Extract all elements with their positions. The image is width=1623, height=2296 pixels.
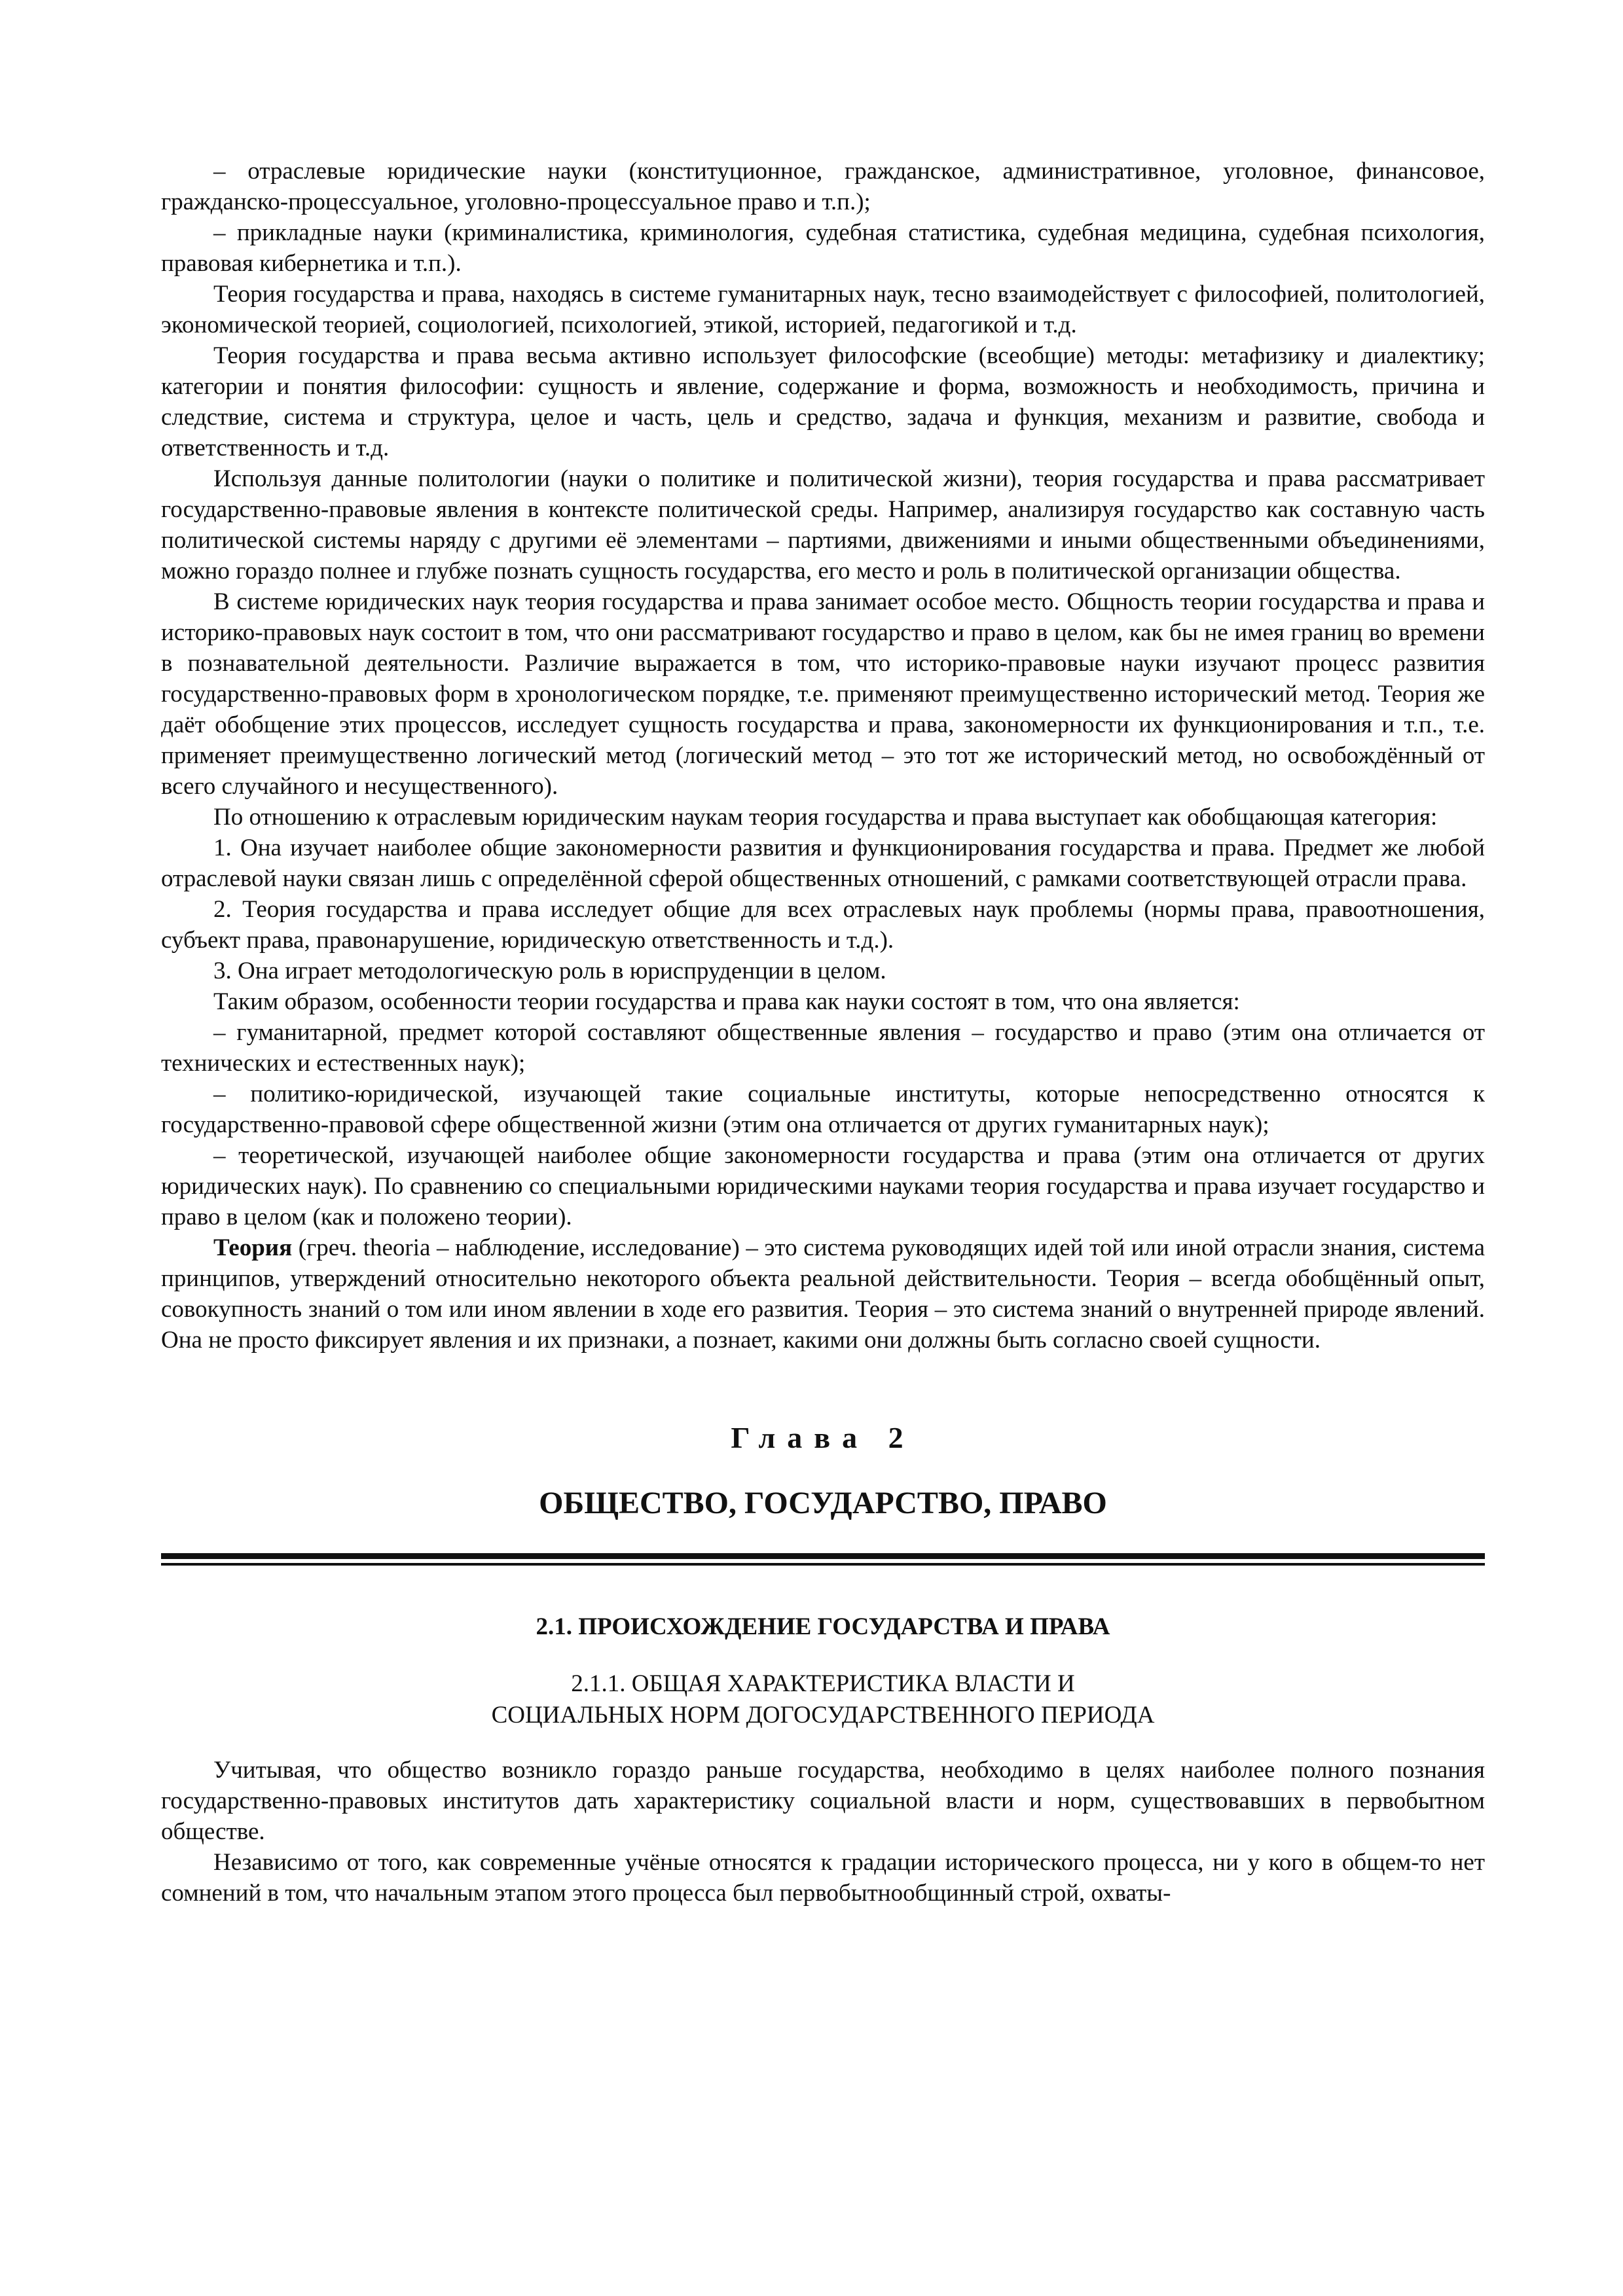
list-item: – политико-юридической, изучающей такие социальные институты, которые непосредственно относятся к государственно-правовой сфере общественной жизни (этим она отличается от других гуманитарных наук); bbox=[161, 1081, 1485, 1138]
paragraph: – отраслевые юридические науки (конституционное, гражданское, административное, уголовное, финансовое, гражданско-процессуальное, уголовно-процессуальное право и т.п.); bbox=[161, 158, 1485, 215]
subsection-title bbox=[161, 1668, 1485, 1731]
chapter-title: ОБЩЕСТВО, ГОСУДАРСТВО, ПРАВО bbox=[539, 1486, 1107, 1520]
paragraph: Используя данные политологии (науки о политике и политической жизни), теория государства и права рассматривает государственно-правовые явления в контексте политической среды. Например, анализируя государство как составную часть политической системы наряду с другими её элементами – партиями, движениями и иными общественными объединениями, можно гораздо полнее и глубже познать сущность государства, его место и роль в политической организации общества. bbox=[161, 465, 1485, 584]
numbered-item: 2. Теория государства и права исследует общие для всех отраслевых наук проблемы (нормы права, правоотношения, субъект права, правонарушение, юридическую ответственность и т.д.). bbox=[161, 896, 1485, 954]
body-bottom bbox=[161, 1755, 1485, 1909]
paragraph: Теория государства и права весьма активно использует философские (всеобщие) методы: метафизику и диалектику; категории и понятия философии: сущность и явление, содержание и форма, возможность и необходимость, причина и следствие, система и структура, целое и часть, цель и средство, задача и функция, механизм и развитие, свобода и ответственность и т.д. bbox=[161, 342, 1485, 461]
paragraph: Теория государства и права, находясь в системе гуманитарных наук, тесно взаимодействует с философией, политологией, экономической теорией, социологией, психологией, этикой, историей, педагогикой и т.д. bbox=[161, 281, 1485, 338]
list-item: – теоретической, изучающей наиболее общие закономерности государства и права (этим она отличается от других юридических наук). По сравнению со специальными юридическими науками теория государства и права изучает государство и право в целом (как и положено теории). bbox=[161, 1142, 1485, 1230]
paragraph: Учитывая, что общество возникло гораздо раньше государства, необходимо в целях наиболее полного познания государственно-правовых институтов дать характеристику социальной власти и норм, существовавших в первобытном обществе. bbox=[161, 1757, 1485, 1845]
rule-thin bbox=[161, 1563, 1485, 1566]
chapter-label: Глава 2 bbox=[731, 1421, 915, 1454]
chapter-heading bbox=[161, 1418, 1485, 1523]
document-page bbox=[161, 156, 1485, 1909]
theory-term: Теория bbox=[213, 1234, 293, 1261]
paragraph: В системе юридических наук теория государства и права занимает особое место. Общность теории государства и права и историко-правовых наук состоит в том, что они рассматривают государство и право в целом, как бы не имея границ во времени в познавательной деятельности. Различие выражается в том, что историко-правовые науки изучают процесс развития государственно-правовых форм в хронологическом порядке, т.е. применяют преимущественно исторический метод. Теория же даёт обобщение этих процессов, исследует сущность государства и права, закономерности их функционирования и т.п., т.е. применяет преимущественно логический метод (логический метод – это тот же исторический метод, но освобождённый от всего случайного и несущественного). bbox=[161, 588, 1485, 800]
list-item: – гуманитарной, предмет которой составляют общественные явления – государство и право (этим она отличается от технических и естественных наук); bbox=[161, 1019, 1485, 1077]
paragraph: Независимо от того, как современные учёные относятся к градации исторического процесса, ни у кого в общем-то нет сомнений в том, что начальным этапом этого процесса был первобытнообщинный строй, охваты- bbox=[161, 1849, 1485, 1907]
rule-thick bbox=[161, 1553, 1485, 1559]
numbered-item: 3. Она играет методологическую роль в юриспруденции в целом. bbox=[213, 958, 886, 984]
paragraph: – прикладные науки (криминалистика, криминология, судебная статистика, судебная медицина, судебная психология, правовая кибернетика и т.п.). bbox=[161, 219, 1485, 277]
subsection-title-line1: 2.1.1. ОБЩАЯ ХАРАКТЕРИСТИКА ВЛАСТИ И bbox=[571, 1670, 1075, 1697]
paragraph: По отношению к отраслевым юридическим наукам теория государства и права выступает как обобщающая категория: bbox=[213, 804, 1438, 831]
double-rule-divider bbox=[161, 1553, 1485, 1566]
theory-paragraph bbox=[161, 1232, 1485, 1355]
body-top bbox=[161, 156, 1485, 1355]
numbered-item: 1. Она изучает наиболее общие закономерности развития и функционирования государства и права. Предмет же любой отраслевой науки связан лишь с определённой сферой общественных отношений, с рамками соответствующей отрасли права. bbox=[161, 834, 1485, 892]
subsection-title-line2: СОЦИАЛЬНЫХ НОРМ ДОГОСУДАРСТВЕННОГО ПЕРИОДА bbox=[491, 1702, 1155, 1729]
section-title: 2.1. ПРОИСХОЖДЕНИЕ ГОСУДАРСТВА И ПРАВА bbox=[536, 1613, 1110, 1640]
paragraph: Таким образом, особенности теории государства и права как науки состоят в том, что она является: bbox=[213, 988, 1240, 1015]
theory-definition: (греч. theoria – наблюдение, исследование) – это система руководящих идей той или иной отрасли знания, система принципов, утверждений относительно некоторого объекта реальной действительности. Теория – всегда обобщённый опыт, совокупность знаний о том или ином явлении в ходе его развития. Теория – это система знаний о внутренней природе явлений. Она не просто фиксирует явления и их признаки, а познает, какими они должны быть согласно своей сущности. bbox=[161, 1234, 1485, 1354]
